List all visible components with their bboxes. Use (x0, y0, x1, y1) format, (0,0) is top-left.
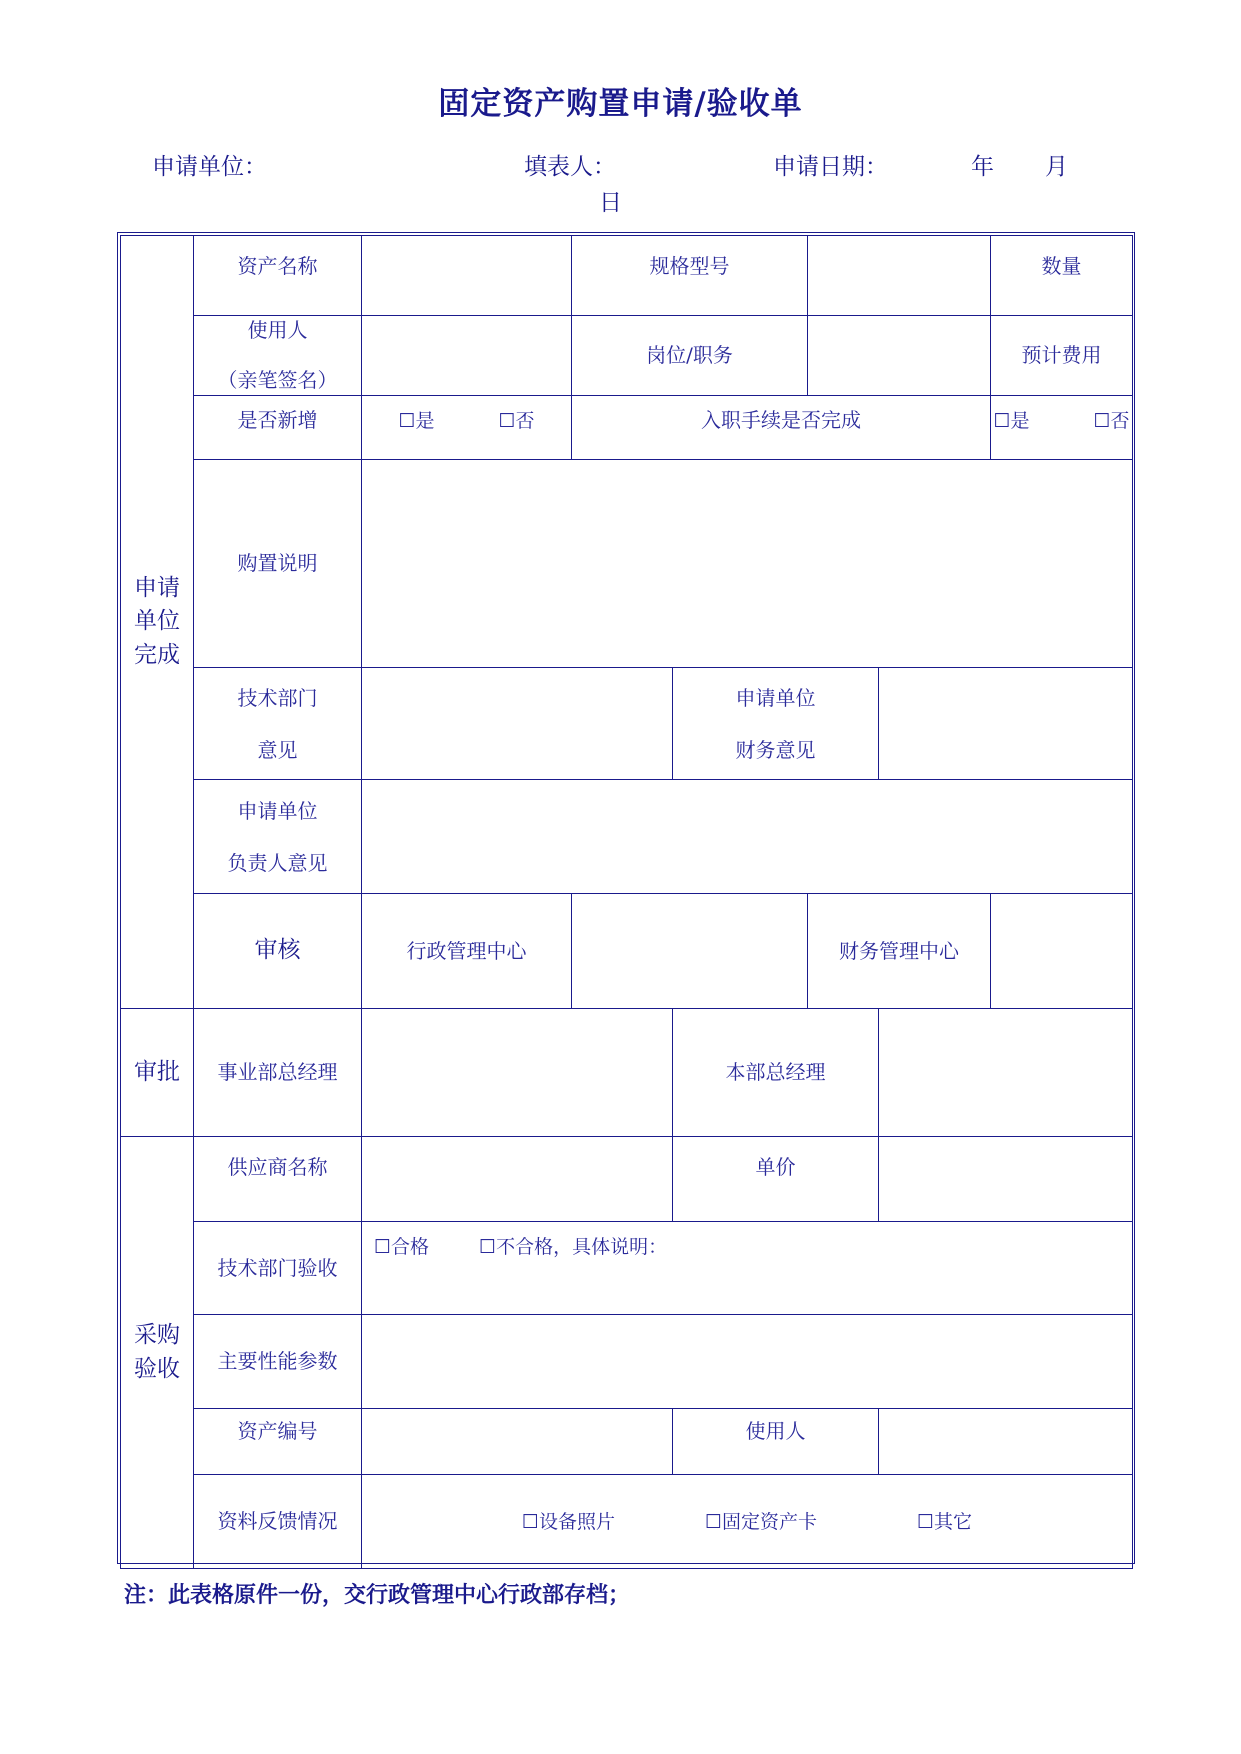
division-gm-field[interactable] (362, 1009, 673, 1137)
asset-name-field[interactable] (362, 236, 572, 316)
position-label: 岗位/职务 (572, 316, 808, 396)
onboarding-no-checkbox[interactable]: ☐否 (1093, 410, 1130, 432)
spec-model-label: 规格型号 (572, 236, 808, 316)
dept-gm-label: 本部总经理 (673, 1009, 879, 1137)
applicant-unit-label: 申请单位： (152, 154, 267, 180)
equipment-photo-checkbox[interactable]: ☐设备照片 (521, 1510, 615, 1533)
section-approve: 审批 (121, 1009, 194, 1137)
user-signature-field[interactable] (362, 316, 572, 396)
form-title: 固定资产购置申请/验收单 (438, 86, 803, 122)
tech-acceptance-label: 技术部门验收 (194, 1222, 362, 1315)
unit-finance-opinion-field[interactable] (879, 668, 1133, 780)
archive-note: 注：此表格原件一份，交行政管理中心行政部存档； (124, 1583, 631, 1608)
section-purchase-acceptance: 采购 验收 (121, 1137, 194, 1569)
docs-feedback-options (362, 1475, 1133, 1569)
form-filler-label: 填表人： (524, 154, 616, 180)
dept-gm-field[interactable] (879, 1009, 1133, 1137)
docs-feedback-label: 资料反馈情况 (194, 1475, 362, 1569)
onboarding-done-label: 入职手续是否完成 (572, 396, 991, 460)
qualified-checkbox[interactable]: ☐合格 (374, 1236, 430, 1258)
acceptance-user-label: 使用人 (673, 1409, 879, 1475)
tech-dept-opinion-label: 技术部门 意见 (194, 668, 362, 780)
unit-head-opinion-field[interactable] (362, 780, 1133, 894)
asset-name-label: 资产名称 (194, 236, 362, 316)
tech-dept-opinion-field[interactable] (362, 668, 673, 780)
tech-acceptance-field (362, 1222, 1133, 1315)
asset-number-label: 资产编号 (194, 1409, 362, 1475)
section-review: 审核 (194, 894, 362, 1009)
fixed-asset-card-checkbox[interactable]: ☐固定资产卡 (704, 1510, 818, 1533)
quantity-label: 数量 (991, 236, 1133, 316)
finance-center-label: 财务管理中心 (808, 894, 991, 1009)
month-label: 月 (1045, 154, 1068, 180)
other-checkbox[interactable]: ☐其它 (917, 1510, 973, 1533)
day-label: 日 (599, 190, 622, 216)
supplier-name-field[interactable] (362, 1137, 673, 1222)
user-signature-label: 使用人 （亲笔签名） (194, 316, 362, 396)
application-acceptance-form (120, 235, 1133, 1569)
division-gm-label: 事业部总经理 (194, 1009, 362, 1137)
unit-price-field[interactable] (879, 1137, 1133, 1222)
acceptance-user-field[interactable] (879, 1409, 1133, 1475)
main-params-label: 主要性能参数 (194, 1315, 362, 1409)
admin-center-field[interactable] (572, 894, 808, 1009)
unqualified-checkbox[interactable]: ☐不合格，具体说明： (479, 1236, 668, 1258)
is-new-options (362, 396, 572, 460)
is-new-no-checkbox[interactable]: ☐否 (498, 410, 535, 432)
unit-finance-opinion-label: 申请单位 财务意见 (673, 668, 879, 780)
asset-number-field[interactable] (362, 1409, 673, 1475)
main-params-field[interactable] (362, 1315, 1133, 1409)
onboarding-yes-checkbox[interactable]: ☐是 (993, 410, 1030, 432)
unit-price-label: 单价 (673, 1137, 879, 1222)
is-new-label: 是否新增 (194, 396, 362, 460)
unit-head-opinion-label: 申请单位 负责人意见 (194, 780, 362, 894)
year-label: 年 (971, 154, 994, 180)
purchase-note-label: 购置说明 (194, 460, 362, 668)
purchase-note-field[interactable] (362, 460, 1133, 668)
supplier-name-label: 供应商名称 (194, 1137, 362, 1222)
estimated-cost-label: 预计费用 (991, 316, 1133, 396)
admin-center-label: 行政管理中心 (362, 894, 572, 1009)
section-apply-unit: 申请 单位 完成 (121, 236, 194, 1009)
onboarding-done-options (991, 396, 1133, 460)
application-date-label: 申请日期： (773, 154, 888, 180)
position-field[interactable] (808, 316, 991, 396)
finance-center-field[interactable] (991, 894, 1133, 1009)
is-new-yes-checkbox[interactable]: ☐是 (398, 410, 435, 432)
spec-model-field[interactable] (808, 236, 991, 316)
